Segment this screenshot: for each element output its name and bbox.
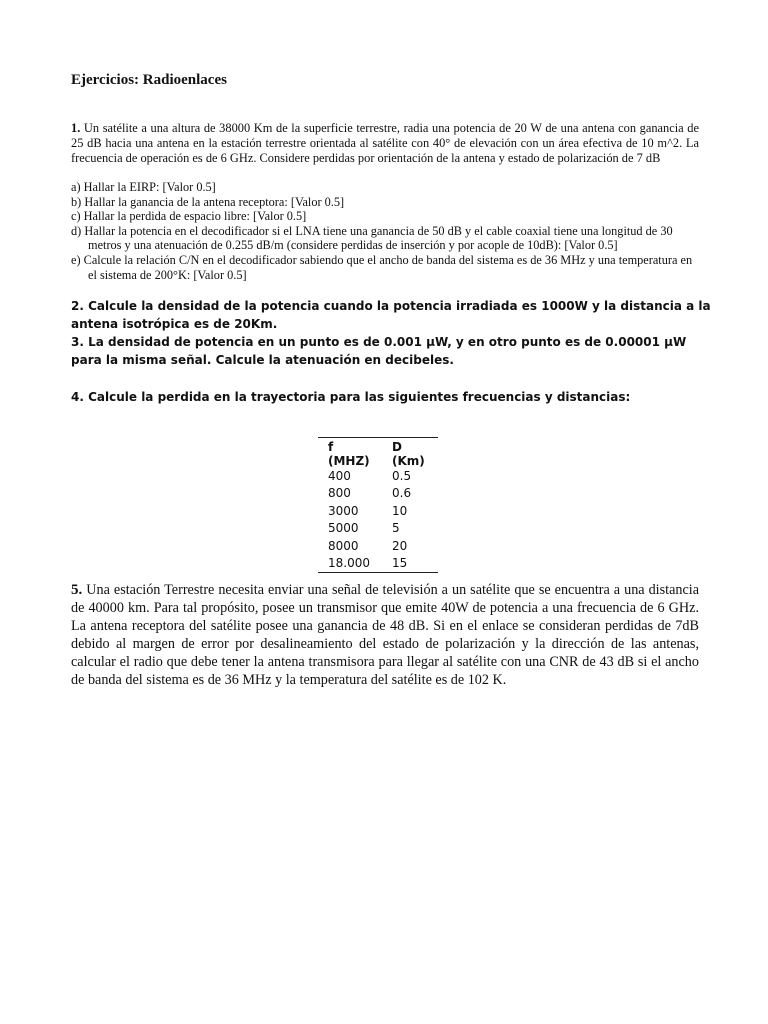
- cell-distance: 0.6: [392, 486, 412, 501]
- cell-frequency: 5000: [328, 521, 359, 536]
- table-row: [318, 503, 438, 520]
- question-4: 4. Calcule la perdida en la trayectoria para las siguientes frecuencias y distancias:: [71, 390, 631, 404]
- cell-distance: 0.5: [392, 469, 412, 483]
- item-a: a) Hallar la EIRP: [Valor 0.5]: [71, 180, 216, 194]
- question-5: [71, 581, 699, 690]
- item-c: c) Hallar la perdida de espacio libre: [Valor 0.5]: [71, 209, 307, 224]
- item-b: b) Hallar la ganancia de la antena receptora: [Valor 0.5]: [71, 194, 345, 209]
- table-row: [318, 468, 438, 485]
- question-1: [71, 121, 699, 165]
- cell-distance: 10: [392, 503, 408, 518]
- page-title: Ejercicios: Radioenlaces: [71, 72, 227, 88]
- cell-frequency: 18.000: [318, 555, 382, 573]
- item-d: d) Hallar la potencia en el decodificador si el LNA tiene una ganancia de 50 dB y el cable coaxial tiene una longitud de 30 metros y una atenuación de 0.255 dB/m (considere perdidas de inserción y por acople de 10dB): [Valor 0.5]: [71, 223, 673, 253]
- cell-frequency: 8000: [328, 538, 359, 553]
- cell-distance: 15: [382, 555, 438, 573]
- cell-frequency: 800: [328, 486, 351, 501]
- question-5-text: Una estación Terrestre necesita enviar una señal de televisión a un satélite que se encuentra a una distancia de 40000 km. Para tal propósito, posee un transmisor que emite 40W de potencia a una frecuencia de 6 GHz. La antena receptora del satélite posee una ganancia de 48 dB. Si en el enlace se consideran perdidas de 7dB debido al margen de error por desalineamiento del estado de polarización y la dirección de las antenas, calcular el radio que debe tener la antena transmisora para llegar al satélite con una CNR de 43 dB si el ancho de banda del sistema es de 36 MHz y la temperatura del satélite es de 102 K.: [71, 582, 700, 689]
- cell-distance: 5: [392, 521, 400, 536]
- question-5-number: 5.: [71, 582, 83, 598]
- table-row: [318, 485, 438, 502]
- cell-frequency: 400: [328, 469, 351, 483]
- item-e: e) Calcule la relación C/N en el decodificador sabiendo que el ancho de banda del sistema es de 36 MHz y una temperatura en el sistema de 200°K: [Valor 0.5]: [71, 252, 693, 282]
- question-3: 3. La densidad de potencia en un punto es de 0.001 µW, y en otro punto es de 0.00001 µW para la misma señal. Calcule la atenuación en decibeles.: [71, 335, 687, 367]
- question-1-text: Un satélite a una altura de 38000 Km de la superficie terrestre, radia una potencia de 20 W de una antena con ganancia de 25 dB hacia una antena en la estación terrestre orientada al satélite con 40° de elevación con un área efectiva de 10 m^2. La frecuencia de operación es de 6 GHz. Considere perdidas por orientación de la antena y estado de polarización de 7 dB: [71, 121, 699, 165]
- cell-distance: 20: [392, 538, 408, 553]
- frequency-distance-table: [318, 437, 438, 573]
- table-header-row: [318, 438, 438, 469]
- table-row: [318, 520, 438, 537]
- header-frequency: f (MHZ): [318, 438, 382, 469]
- question-2: 2. Calcule la densidad de la potencia cuando la potencia irradiada es 1000W y la distancia a la antena isotrópica es de 20Km.: [71, 299, 711, 331]
- cell-frequency: 3000: [328, 503, 359, 518]
- question-1-number: 1.: [71, 121, 81, 135]
- question-1-items: [71, 180, 701, 282]
- table-row: [318, 555, 438, 573]
- table-row: [318, 538, 438, 555]
- header-distance: D (Km): [382, 438, 438, 469]
